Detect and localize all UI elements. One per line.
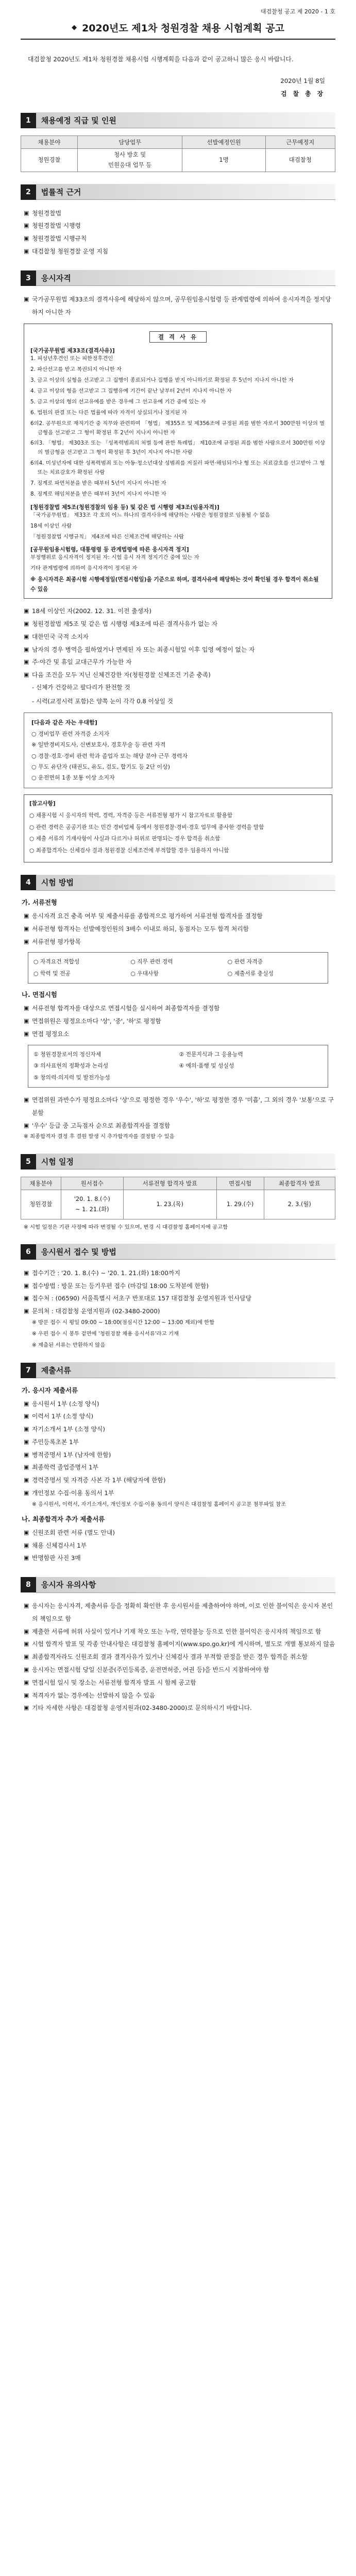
list-item: ▣ 청원경찰법 시행령 — [24, 219, 335, 232]
interview-result-list — [21, 1094, 335, 1132]
list-item: ▣ 접수방법 : 방문 또는 등기우편 접수 (마감일 18:00 도착분에 한함) — [24, 1280, 335, 1293]
subsection-title: 가. 서류전형 — [22, 899, 57, 907]
box-item: 3. 금고 이상의 실형을 선고받고 그 집행이 종료되거나 집행을 받지 아니하기로 확정된 후 5년이 지나지 아니한 자 — [30, 377, 294, 384]
sub-condition: - 신체가 건강하고 팔다리가 완전할 것 — [32, 683, 130, 691]
box-item: 18세 이상인 사람 — [30, 522, 72, 529]
table-row — [21, 148, 335, 172]
section-title: 법률적 근거 — [36, 184, 335, 200]
cautions-list — [21, 1600, 335, 1715]
table-header-row — [21, 1177, 335, 1190]
list-item: ▣ 주민등록초본 1부 — [24, 1436, 335, 1449]
column-header: 최종합격자 발표 — [264, 1177, 335, 1190]
box-item: ○ 채용시험 시 응시자의 학력, 경력, 자격증 등은 서류전형 평가 시 참고자료로 활용함 — [29, 812, 233, 819]
box-item: ○ 최종합격자는 신체검사 결과 청원경찰 신체조건에 부적합할 경우 임용하지 아니함 — [29, 848, 229, 854]
list-item: ▣ 18세 이상인 자(2002. 12. 31. 이전 출생자) — [24, 605, 335, 618]
box-item: 부정행위로 응시자격이 정지된 자: 시험 응시 자격 정지기간 중에 있는 자 — [30, 554, 199, 561]
list-item: ▣ 적격자가 없는 경우에는 선발하지 않을 수 있음 — [24, 1689, 335, 1702]
box-item: 6의2. 공무원으로 재직기간 중 직무와 관련하여 「형법」 제355조 및 제356조에 규정된 죄를 범한 자로서 300만원 이상의 벌금형을 선고받고 그 형이 확정된 후 2년이 지나지 아니한 자 — [30, 420, 325, 436]
criteria-item: ④ 예의·품행 및 성실성 — [179, 1062, 234, 1070]
table-cell: 1명 — [182, 148, 265, 172]
documents-note: ※ 응시원서, 이력서, 자기소개서, 개인정보 수집·이용 동의서 양식은 대검찰청 홈페이지 공고문 첨부파일 참조 — [32, 1501, 286, 1507]
box-item: ○ 경비업무 관련 자격증 소지자 — [31, 730, 110, 737]
list-item: ▣ 서류전형 합격자를 대상으로 면접시험을 실시하여 최종합격자를 결정함 — [24, 1002, 335, 1015]
box-item: ○ 운전면허 1종 보통 이상 소지자 — [31, 774, 115, 782]
table-cell — [77, 148, 182, 172]
box-item: 8. 징계로 해임처분을 받은 때부터 3년이 지나지 아니한 자 — [30, 490, 166, 497]
box-item: 1. 피성년후견인 또는 피한정후견인 — [30, 355, 113, 362]
title-row — [21, 21, 335, 40]
application-list — [21, 1267, 335, 1318]
list-item: ▣ 남자의 경우 병역을 필하였거나 면제된 자 또는 최종시험일 이후 입영 예정이 없는 자 — [24, 643, 335, 656]
list-item: ▣ 면접위원은 평정요소마다 '상', '중', '하'로 평정함 — [24, 1015, 335, 1028]
box-item: 2. 파산선고를 받고 복권되지 아니한 자 — [30, 366, 122, 373]
table-cell: 청원경찰 — [21, 148, 78, 172]
box-item: 「국가공무원법」 제33조 각 호의 어느 하나의 결격사유에 해당하는 사람은 청원경찰로 임용될 수 없음 — [30, 512, 270, 518]
box-item: 6. 법원의 판결 또는 다른 법률에 따라 자격이 상실되거나 정지된 자 — [30, 409, 187, 416]
section-number: 5 — [21, 1154, 36, 1170]
documents-list-a — [21, 1398, 335, 1500]
criteria-item: ○ 우대사항 — [130, 970, 159, 977]
box-item: ○ 관련 경력은 공공기관 또는 민간 경비업체 등에서 청원경찰·경비·경호 업무에 종사한 경력을 말함 — [29, 824, 264, 831]
box-heading: [참고사항] — [29, 800, 56, 807]
notice-number: 대검찰청 공고 제 2020 - 1 호 — [261, 8, 335, 15]
list-item: ▣ 청원경찰법 제5조 및 같은 법 시행령 제3조에 따른 결격사유가 없는 자 — [24, 618, 335, 631]
list-item: ▣ 대한민국 국적 소지자 — [24, 631, 335, 643]
documents-list-b — [21, 1527, 335, 1565]
section-header-application — [21, 1244, 335, 1260]
section-header-schedule — [21, 1154, 335, 1170]
duty-line: 청사 방호 및 — [113, 151, 146, 159]
eligibility-bullets — [21, 605, 335, 682]
apply-date-end: ~ 1. 21.(화) — [75, 1205, 109, 1213]
list-item: ▣ 청원경찰법 시행규칙 — [24, 232, 335, 245]
list-item: ▣ 자기소개서 1부 (소정 양식) — [24, 1423, 335, 1436]
box-heading: [청원경찰법 제5조(청원경찰의 임용 등) 및 같은 법 시행령 제3조(임용자격)] — [30, 503, 219, 511]
section-number: 2 — [21, 184, 36, 200]
box-item: ○ 경찰·경호·경비 관련 학과 졸업자 또는 해당 분야 근무 경력자 — [31, 752, 188, 759]
section-number: 4 — [21, 875, 36, 890]
intro-text: 대검찰청 2020년도 제1차 청원경찰 채용시험 시행계획을 다음과 같이 공고하니 많은 응시 바랍니다. — [28, 56, 294, 63]
list-item: ▣ 시험 합격자 발표 및 각종 안내사항은 대검찰청 홈페이지(www.spo.go.kr)에 게시하며, 별도로 개별 통보하지 않음 — [24, 1638, 335, 1651]
positions-table — [21, 135, 335, 172]
criteria-item: ① 청원경찰로서의 정신자세 — [33, 1050, 101, 1058]
schedule-note: ※ 시험 일정은 기관 사정에 따라 변경될 수 있으며, 변경 시 대검찰청 홈페이지에 공고함 — [24, 1224, 228, 1230]
section-number: 8 — [21, 1577, 36, 1592]
list-item: ▣ 접수기간 : '20. 1. 8.(수) ~ '20. 1. 21.(화) 18:00까지 — [24, 1267, 335, 1280]
list-item: ▣ 국가공무원법 제33조의 결격사유에 해당하지 않으며, 공무원임용시험령 등 관계법령에 의하여 응시자격을 정지당하지 아니한 자 — [24, 293, 335, 319]
box-caption: 결 격 사 유 — [149, 331, 207, 343]
table-cell: 청원경찰 — [21, 1190, 61, 1219]
table-cell: 1. 29.(수) — [216, 1190, 264, 1219]
list-item: ▣ '우수' 등급 중 고득점자 순으로 최종합격자를 결정함 — [24, 1120, 335, 1132]
section-header-eligibility — [21, 270, 335, 286]
box-item: 7. 징계로 파면처분을 받은 때부터 5년이 지나지 아니한 자 — [30, 480, 166, 486]
signature-block — [21, 75, 335, 100]
list-item: ▣ 대검찰청 청원경찰 운영 지침 — [24, 245, 335, 258]
laws-list — [21, 207, 335, 258]
list-item: ▣ 서류전형 평가항목 — [24, 936, 335, 948]
list-item: ▣ 채용 신체검사서 1부 — [24, 1539, 335, 1552]
box-heading: [국가공무원법 제33조(결격사유)] — [30, 347, 115, 354]
document-screening-list — [21, 910, 335, 948]
section-title: 응시원서 접수 및 방법 — [36, 1244, 335, 1260]
list-item: ▣ 면접시험 일시 및 장소는 서류전형 합격자 발표 시 함께 공고함 — [24, 1676, 335, 1689]
section-header-positions — [21, 113, 335, 128]
box-item: ※ 일반경비지도사, 신변보호사, 경호무술 등 관련 자격 — [31, 741, 166, 749]
table-row — [21, 1190, 335, 1219]
list-item: ▣ 응시자는 응시자격, 제출서류 등을 정확히 확인한 후 응시원서를 제출하여야 하며, 이로 인한 불이익은 응시자 본인의 책임으로 함 — [24, 1600, 335, 1625]
interview-criteria-box — [28, 1045, 328, 1088]
list-item: ▣ 응시원서 1부 (소정 양식) — [24, 1398, 335, 1411]
box-heading: [다음과 같은 자는 우대함] — [31, 719, 97, 726]
page-title: 2020년도 제1차 청원경찰 채용 시험계획 공고 — [82, 23, 284, 34]
list-item: ▣ 면접위원 과반수가 평정요소마다 '상'으로 평정한 경우 '우수', '하'로 평정한 경우 '미흡', 그 외의 경우 '보통'으로 구분함 — [24, 1094, 335, 1120]
reference-box — [24, 794, 332, 862]
list-item: ▣ 이력서 1부 (소정 양식) — [24, 1410, 335, 1423]
list-item: ▣ 신원조회 관련 서류 (별도 안내) — [24, 1527, 335, 1539]
criteria-item: ② 전문지식과 그 응용능력 — [179, 1050, 243, 1058]
interview-list — [21, 1002, 335, 1040]
list-item: ▣ 면접 평정요소 — [24, 1028, 335, 1041]
list-item: ▣ 다음 조건을 모두 지닌 신체건강한 자(청원경찰 신체조건 기준 충족) — [24, 669, 335, 682]
criteria-item: ⑤ 창의력·의지력 및 발전가능성 — [33, 1074, 110, 1081]
section-header-method — [21, 875, 335, 890]
apply-date-start: '20. 1. 8.(수) — [74, 1195, 110, 1203]
section-title: 제출서류 — [36, 1362, 335, 1378]
section-header-laws — [21, 184, 335, 200]
subsection-title: 나. 면접시험 — [22, 991, 57, 999]
box-note: ※ 응시자격은 최종시험 시행예정일(면접시험일)을 기준으로 하며, 결격사유에 해당하는 것이 확인될 경우 합격이 취소될 수 있음 — [30, 577, 319, 592]
section-title: 시험 방법 — [36, 875, 335, 891]
column-header: 서류전형 합격자 발표 — [123, 1177, 216, 1190]
section-header-documents — [21, 1363, 335, 1378]
diamond-icon: ◆ — [72, 24, 77, 31]
subsection-title: 나. 최종합격자 추가 제출서류 — [22, 1515, 105, 1523]
column-header: 채용분야 — [21, 1177, 61, 1190]
criteria-item: ③ 의사표현의 정확성과 논리성 — [33, 1062, 109, 1070]
list-item: ▣ 개인정보 수집·이용 동의서 1부 — [24, 1487, 335, 1500]
section-header-cautions — [21, 1577, 335, 1592]
column-header: 원서접수 — [61, 1177, 123, 1190]
column-header: 담당업무 — [77, 135, 182, 148]
application-note: ※ 제출된 서류는 반환하지 않음 — [32, 1342, 106, 1349]
list-item: ▣ 최종합격자라도 신원조회 결과 결격사유가 있거나 신체검사 결과 부적합 판정을 받은 경우 합격을 취소함 — [24, 1651, 335, 1664]
box-item: 「청원경찰법 시행규칙」 제4조에 따른 신체조건에 해당하는 사람 — [30, 533, 184, 540]
list-item: ▣ 응시자는 면접시험 당일 신분증(주민등록증, 운전면허증, 여권 등)을 반드시 지참하여야 함 — [24, 1664, 335, 1676]
section-number: 1 — [21, 113, 36, 128]
column-header: 근무예정지 — [265, 135, 335, 148]
list-item: ▣ 최종학력 졸업증명서 1부 — [24, 1461, 335, 1474]
column-header: 면접시험 — [216, 1177, 264, 1190]
table-cell — [61, 1190, 123, 1219]
preference-box — [24, 713, 332, 788]
box-item: ○ 무도 유단자 (태권도, 유도, 검도, 합기도 등 2단 이상) — [31, 764, 171, 770]
list-item: ▣ 청원경찰법 — [24, 207, 335, 220]
issue-date: 2020년 1월 8일 — [280, 77, 325, 85]
list-item: ▣ 기타 자세한 사항은 대검찰청 운영지원과(02-3480-2000)로 문의하시기 바랍니다. — [24, 1702, 335, 1715]
application-note: ※ 우편 접수 시 봉투 겉면에 '청원경찰 채용 응시서류'라고 기재 — [32, 1331, 179, 1337]
box-item: 6의3. 「형법」 제303조 또는 「성폭력범죄의 처벌 등에 관한 특례법」 제10조에 규정된 죄를 범한 사람으로서 300만원 이상의 벌금형을 선고받고 그 형이 확정된 후 3년이 지나지 아니한 사람 — [30, 440, 326, 456]
column-header: 선발예정인원 — [182, 135, 265, 148]
section-title: 시험 일정 — [36, 1154, 335, 1170]
sub-condition: - 시력(교정시력 포함)은 양쪽 눈이 각각 0.8 이상일 것 — [32, 698, 173, 705]
box-item: 5. 금고 이상의 형의 선고유예를 받은 경우에 그 선고유예 기간 중에 있는 자 — [30, 398, 206, 405]
list-item: ▣ 반명함판 사진 3매 — [24, 1552, 335, 1565]
section-number: 3 — [21, 270, 36, 286]
criteria-item: ○ 직무 관련 경력 — [130, 958, 173, 965]
eligibility-main — [21, 293, 335, 319]
application-note: ※ 방문 접수 시 평일 09:00 ~ 18:00(점심시간 12:00 ~ 13:00 제외)에 한함 — [32, 1319, 215, 1326]
list-item: ▣ 응시자격 요건 충족 여부 및 제출서류를 종합적으로 평가하여 서류전형 합격자를 결정함 — [24, 910, 335, 923]
table-cell: 대검찰청 — [265, 148, 335, 172]
box-item: 4. 금고 이상의 형을 선고받고 그 집행유예 기간이 끝난 날부터 2년이 지나지 아니한 자 — [30, 387, 232, 394]
section-title: 채용예정 직급 및 인원 — [36, 112, 335, 128]
table-cell: 2. 3.(월) — [264, 1190, 335, 1219]
box-item: 기타 관계법령에 의하여 응시자격이 정지된 자 — [30, 565, 138, 572]
box-item: 6의4. 미성년자에 대한 성폭력범죄 또는 아동·청소년대상 성범죄를 저질러 파면·해임되거나 형 또는 치료감호를 선고받아 그 형 또는 치료감호가 확정된 사람 — [30, 460, 325, 476]
subsection-title: 가. 응시자 제출서류 — [22, 1386, 78, 1394]
duty-line: 민원응대 업무 등 — [108, 161, 152, 168]
section-title: 응시자 유의사항 — [36, 1577, 335, 1593]
list-item: ▣ 주·야간 및 휴일 교대근무가 가능한 자 — [24, 656, 335, 669]
column-header: 채용분야 — [21, 135, 78, 148]
list-item: ▣ 병적증명서 1부 (남자에 한함) — [24, 1449, 335, 1462]
reserve-note: ※ 최종합격자 결정 후 결원 발생 시 추가합격자를 결정할 수 있음 — [24, 1133, 175, 1140]
table-header-row — [21, 135, 335, 148]
list-item: ▣ 제출한 서류에 허위 사실이 있거나 기재 착오 또는 누락, 연락불능 등으로 인한 불이익은 응시자의 책임으로 함 — [24, 1625, 335, 1638]
table-cell: 1. 23.(목) — [123, 1190, 216, 1219]
issuer: 검 찰 총 장 — [281, 90, 325, 97]
screening-criteria-box — [28, 952, 328, 984]
box-item: ○ 제출 서류의 기재사항이 사실과 다르거나 허위로 판명되는 경우 합격을 취소함 — [29, 836, 221, 842]
list-item: ▣ 접수처 : (06590) 서울특별시 서초구 반포대로 157 대검찰청 운영지원과 인사담당 — [24, 1292, 335, 1305]
criteria-item: ○ 자격요건 적합성 — [33, 958, 80, 965]
section-number: 7 — [21, 1363, 36, 1378]
section-number: 6 — [21, 1244, 36, 1260]
section-title: 응시자격 — [36, 270, 335, 286]
list-item: ▣ 경력증명서 및 자격증 사본 각 1부 (해당자에 한함) — [24, 1474, 335, 1487]
criteria-item: ○ 제출서류 충실성 — [227, 970, 274, 977]
criteria-item: ○ 관련 자격증 — [227, 958, 263, 965]
disqualification-box — [24, 324, 332, 599]
list-item: ▣ 서류전형 합격자는 선발예정인원의 3배수 이내로 하되, 동점자는 모두 합격 처리함 — [24, 923, 335, 936]
schedule-table — [21, 1177, 335, 1219]
list-item: ▣ 문의처 : 대검찰청 운영지원과 (02-3480-2000) — [24, 1305, 335, 1318]
box-heading: [공무원임용시험령, 대통령령 등 관계법령에 따른 응시자격 정지] — [30, 546, 189, 553]
criteria-item: ○ 학력 및 전공 — [33, 970, 71, 977]
